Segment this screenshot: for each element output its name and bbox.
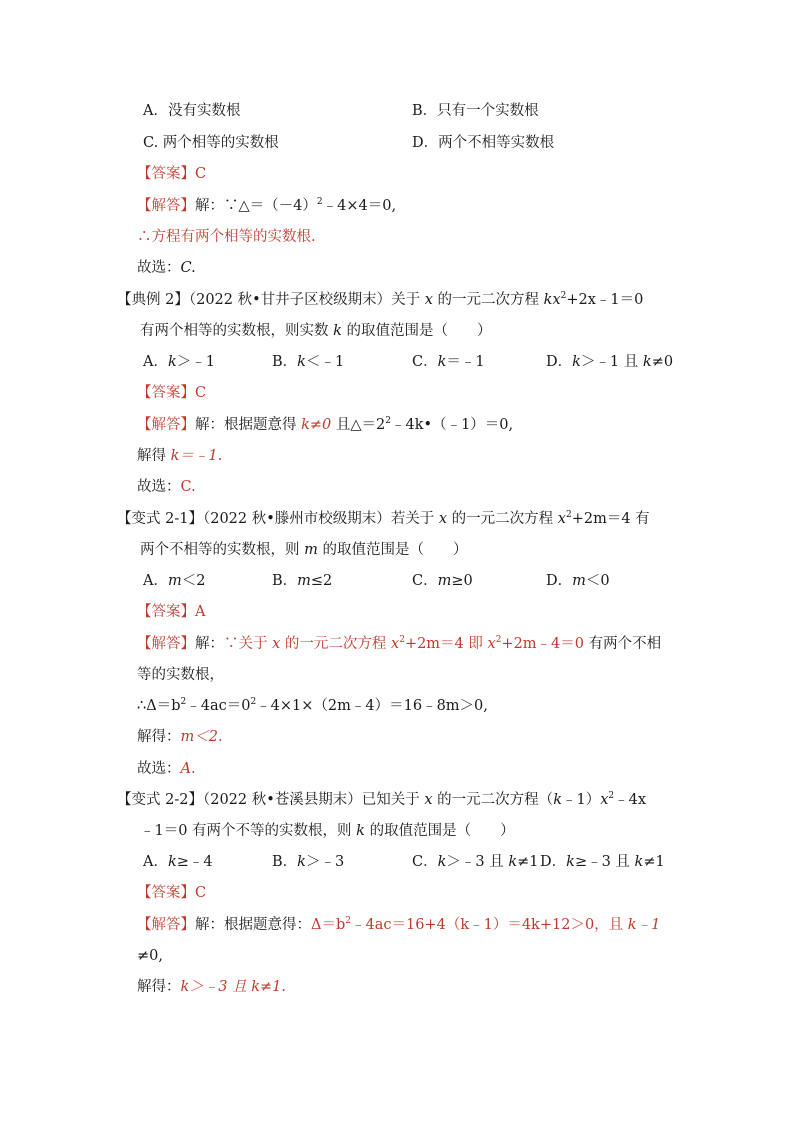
solve-line: 解得 k＝﹣1. bbox=[137, 448, 223, 464]
solution-line-3: $\therefore\Delta=b^2﹣4ac=0^2﹣4\times 1\times(2m﹣4)=16﹣8m>0$, bbox=[137, 697, 488, 714]
choose-line: 故选：C. bbox=[137, 479, 196, 495]
answer-line: 【答案】C bbox=[137, 385, 207, 401]
choose-line: 故选：A. bbox=[137, 761, 196, 777]
solution-line: 【解答】解：根据题意得：$\Delta=b^2﹣4ac=16+4(k﹣1)=4k+12>0$，且 k﹣1 bbox=[137, 916, 661, 933]
variant-2-1-title: 【变式 2-1】（2022 秋•滕州市校级期末）若关于 x 的一元二次方程 $x^2+2m=4$ 有 bbox=[117, 510, 650, 527]
option-c: C．k＞﹣3 且 k≠1 bbox=[412, 854, 539, 870]
option-d: D．两个不相等实数根 bbox=[412, 135, 555, 151]
option-b: B．m≤2 bbox=[272, 573, 333, 589]
option-d: D．k≥﹣3 且 k≠1 bbox=[540, 854, 665, 870]
option-a: A．没有实数根 bbox=[143, 103, 241, 119]
solution-line: 【解答】解：根据题意得 k≠0 且$\triangle=2^2﹣4k•(﹣1)=0$, bbox=[137, 416, 514, 433]
solve-line: 解得：m＜2. bbox=[137, 729, 223, 745]
answer-line: 【答案】C bbox=[137, 166, 207, 182]
solution-line-2: ∴方程有两个相等的实数根. bbox=[137, 229, 316, 245]
choose-line: 故选：C. bbox=[137, 260, 196, 276]
answer-line: 【答案】A bbox=[137, 604, 206, 620]
answer-line: 【答案】C bbox=[137, 885, 207, 901]
option-c: C．k＝﹣1 bbox=[412, 354, 485, 370]
variant-2-2-title: 【变式 2-2】（2022 秋•苍溪县期末）已知关于 x 的一元二次方程$(k﹣1)x^2﹣4x$ bbox=[117, 791, 647, 808]
option-c: C. 两个相等的实数根 bbox=[143, 135, 279, 151]
example-2-title: 【典例 2】（2022 秋•甘井子区校级期末）关于 x 的一元二次方程 $kx^2+2x﹣1=0$ bbox=[117, 291, 644, 308]
variant-2-1-line-2: 两个不相等的实数根，则 m 的取值范围是（ ） bbox=[140, 542, 468, 558]
solution-line-2: ≠0, bbox=[137, 948, 163, 964]
option-d: D．m＜0 bbox=[546, 573, 610, 589]
option-b: B．k＜﹣1 bbox=[272, 354, 345, 370]
example-2-line-2: 有两个相等的实数根，则实数 k 的取值范围是（ ） bbox=[140, 323, 492, 339]
option-a: A．k＞﹣1 bbox=[143, 354, 216, 370]
option-a: A．m＜2 bbox=[143, 573, 206, 589]
option-c: C．m≥0 bbox=[412, 573, 473, 589]
solution-line: 【解答】解：∵关于 x 的一元二次方程 $x^2+2m=4$ 即 $x^2+2m﹣4=0$ 有两个不相 bbox=[137, 635, 662, 652]
solution-line: 【解答】解：$\because\triangle=(-4)^2﹣4\times 4=0$, bbox=[137, 197, 397, 214]
option-b: B．k＞﹣3 bbox=[272, 854, 345, 870]
solution-line-2: 等的实数根， bbox=[137, 667, 224, 683]
option-a: A．k≥﹣4 bbox=[143, 854, 213, 870]
option-b: B．只有一个实数根 bbox=[412, 103, 539, 119]
solve-line: 解得：k＞﹣3 且 k≠1. bbox=[137, 979, 286, 995]
variant-2-2-line-2: ﹣1＝0 有两个不等的实数根，则 k 的取值范围是（ ） bbox=[140, 823, 515, 839]
option-d: D．k＞﹣1 且 k≠0 bbox=[546, 354, 674, 370]
